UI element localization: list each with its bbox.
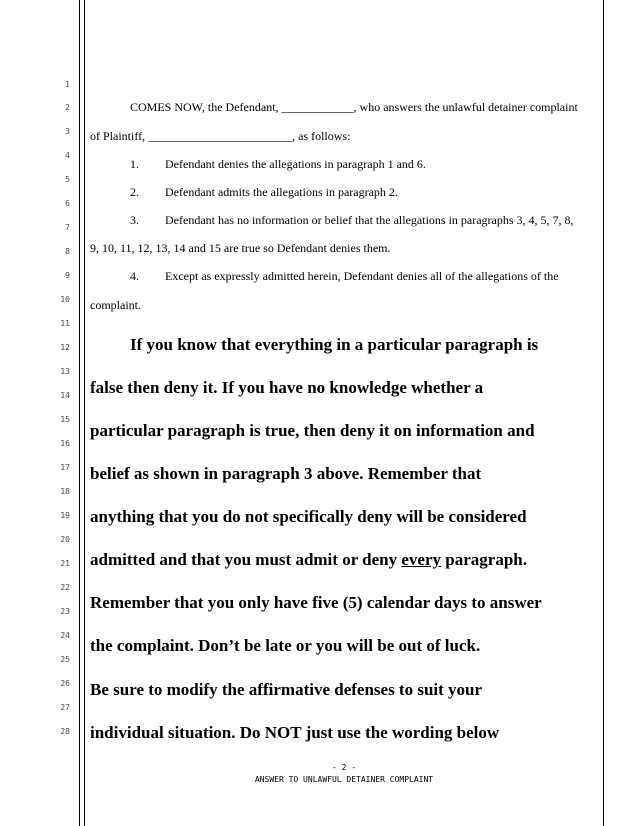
instruction-line-3: particular paragraph is true, then deny it on information and [90,421,535,440]
item-4-continuation: complaint. [90,298,141,312]
instruction-line-6 [90,550,598,570]
line-number: 10 [60,295,70,304]
line-number: 20 [60,535,70,544]
instruction-line-2: false then deny it. If you have no knowledge whether a [90,378,484,397]
item-text: Except as expressly admitted herein, Defendant denies all of the allegations of the [165,269,559,283]
numbered-item-1 [130,157,638,172]
line-number: 1 [65,80,70,89]
emphasis-underline: every [401,550,442,569]
line-number: 4 [65,151,70,160]
line-number: 22 [60,583,70,592]
line-number: 17 [60,463,70,472]
item-number: 1. [130,157,139,171]
footer-page-number: - 2 - [331,763,357,772]
line-number: 21 [60,559,70,568]
line-number: 12 [60,343,70,352]
item-text: Defendant has no information or belief that the allegations in paragraphs 3, 4, 5, 7, 8, [165,213,574,227]
line-number: 13 [60,367,70,376]
instruction-line-1: If you know that everything in a particular paragraph is [130,335,539,354]
item-text: Defendant denies the allegations in paragraph 1 and 6. [165,157,426,171]
line-number: 3 [65,127,70,136]
right-margin-rule [603,0,604,826]
line-number: 2 [65,103,70,112]
line-number: 8 [65,247,70,256]
instruction-line-9: Be sure to modify the affirmative defenses to suit your [90,680,483,699]
line-number: 7 [65,223,70,232]
item-3-continuation: 9, 10, 11, 12, 13, 14 and 15 are true so Defendant denies them. [90,241,391,255]
intro-line-1: COMES NOW, the Defendant, ____________, who answers the unlawful detainer complaint [130,100,578,114]
footer-title: ANSWER TO UNLAWFUL DETAINER COMPLAINT [254,775,434,784]
line-number: 18 [60,487,70,496]
line-number: 14 [60,391,70,400]
instruction-text: admitted and that you must admit or deny [90,550,402,569]
line-number: 25 [60,655,70,664]
instruction-line-7: Remember that you only have five (5) calendar days to answer [90,593,542,612]
instruction-line-8: the complaint. Don’t be late or you will be out of luck. [90,636,481,655]
item-number: 4. [130,269,139,283]
line-number: 23 [60,607,70,616]
line-number: 6 [65,199,70,208]
line-number: 24 [60,631,70,640]
left-margin-rule-inner [84,0,85,826]
line-number: 28 [60,727,70,736]
line-number-column [0,0,80,760]
item-number: 2. [130,185,139,199]
line-number: 15 [60,415,70,424]
numbered-item-2 [130,185,638,200]
line-number: 26 [60,679,70,688]
instruction-line-4: belief as shown in paragraph 3 above. Remember that [90,464,482,483]
instruction-line-10: individual situation. Do NOT just use the wording below [90,723,500,742]
line-number: 9 [65,271,70,280]
line-number: 19 [60,511,70,520]
item-number: 3. [130,213,139,227]
line-number: 27 [60,703,70,712]
instruction-line-5: anything that you do not specifically deny will be considered [90,507,527,526]
line-number: 16 [60,439,70,448]
instruction-text: paragraph. [441,550,527,569]
intro-line-2: of Plaintiff, ________________________, as follows: [90,129,351,143]
line-number: 11 [60,319,70,328]
numbered-item-3 [130,213,638,228]
line-number: 5 [65,175,70,184]
numbered-item-4 [130,269,638,284]
item-text: Defendant admits the allegations in paragraph 2. [165,185,398,199]
